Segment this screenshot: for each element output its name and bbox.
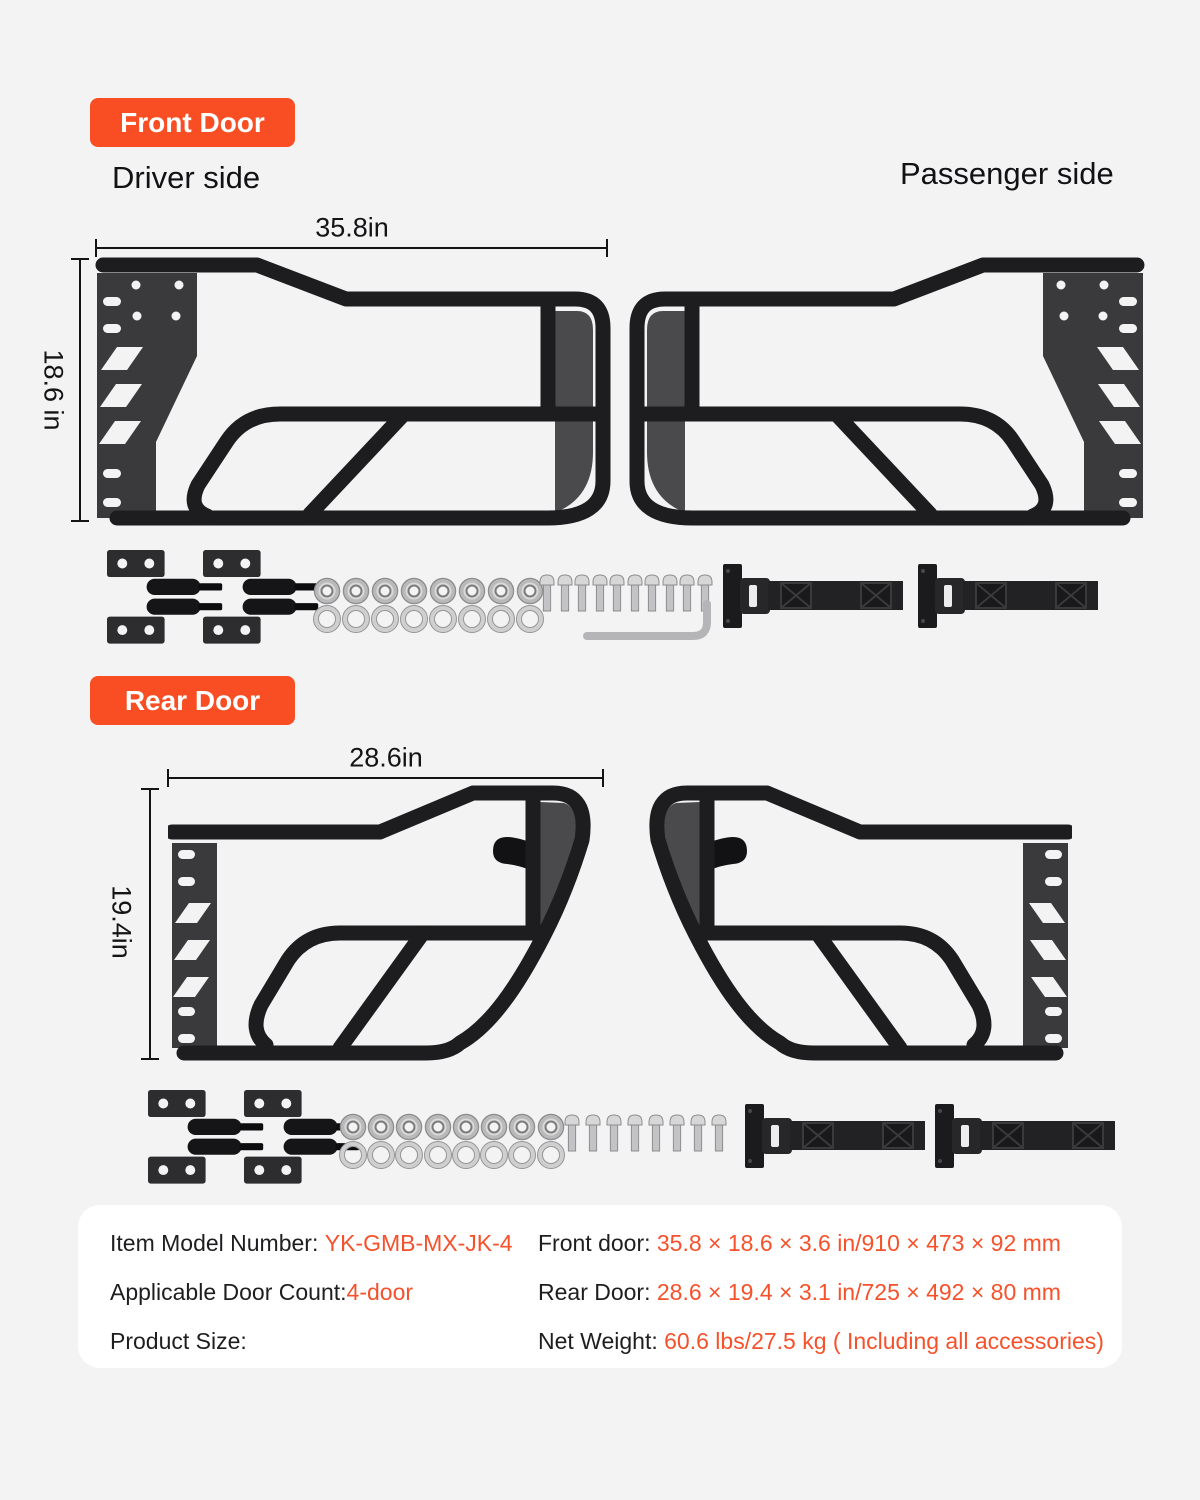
rear-door-badge [90, 676, 295, 725]
front-door-badge [90, 98, 295, 147]
passenger-side-label: Passenger side [900, 156, 1114, 191]
spec-row-product-size [110, 1317, 513, 1366]
washers-icons [340, 1142, 565, 1169]
front-height-dimension-line [79, 258, 81, 522]
bolts-icons [540, 575, 712, 611]
rear-width-dimension-line [167, 777, 604, 779]
spec-value: YK-GMB-MX-JK-4 [324, 1230, 513, 1256]
front-door-driver-illustration [95, 256, 612, 528]
rear-door-passenger-illustration [623, 783, 1072, 1064]
rear-height-dimension-line [149, 788, 151, 1060]
spec-column-right [538, 1219, 1104, 1366]
rear-width-dimension-label: 28.6in [349, 742, 423, 773]
spec-row-model [110, 1219, 513, 1268]
spec-value: 60.6 lbs/27.5 kg ( Including all accessories) [664, 1328, 1104, 1354]
spec-label: Product Size: [110, 1328, 247, 1354]
driver-side-label: Driver side [112, 160, 261, 195]
spec-value: 4-door [346, 1279, 414, 1305]
rear-door-badge-label: Rear Door [124, 684, 261, 716]
washers-icons [314, 606, 544, 633]
rear-door-driver-illustration [168, 783, 617, 1064]
bolts-icons [565, 1115, 726, 1151]
front-door-badge-label: Front Door [120, 106, 265, 138]
spec-row-door-count [110, 1268, 513, 1317]
spec-row-net-weight [538, 1317, 1104, 1366]
front-width-dimension-line [95, 247, 608, 249]
spec-column-left [110, 1219, 513, 1366]
strap-icon [745, 1104, 925, 1168]
spec-label: Front door: [538, 1230, 657, 1256]
nuts-icons [315, 579, 543, 604]
nuts-icons [341, 1115, 564, 1140]
spec-label: Applicable Door Count: [110, 1279, 347, 1305]
spec-label: Item Model Number: [110, 1230, 325, 1256]
rear-hardware-row [140, 1088, 1115, 1200]
spec-row-front-door [538, 1219, 1104, 1268]
spec-row-rear-door [538, 1268, 1104, 1317]
strap-icon [935, 1104, 1115, 1168]
strap-icon [723, 564, 903, 628]
hinge-icon [244, 1090, 359, 1184]
hinge-icon [203, 550, 318, 644]
front-width-dimension-label: 35.8in [315, 212, 389, 243]
strap-icon [918, 564, 1098, 628]
spec-value: 28.6 × 19.4 × 3.1 in/725 × 492 × 80 mm [656, 1279, 1061, 1305]
front-door-passenger-illustration [628, 256, 1145, 528]
spec-value: 35.8 × 18.6 × 3.6 in/910 × 473 × 92 mm [656, 1230, 1061, 1256]
spec-label: Net Weight: [538, 1328, 665, 1354]
front-hardware-row [95, 548, 1110, 660]
spec-label: Rear Door: [538, 1279, 657, 1305]
rear-height-dimension-label: 19.4in [106, 885, 137, 959]
front-height-dimension-label: 18.6 in [38, 349, 69, 431]
